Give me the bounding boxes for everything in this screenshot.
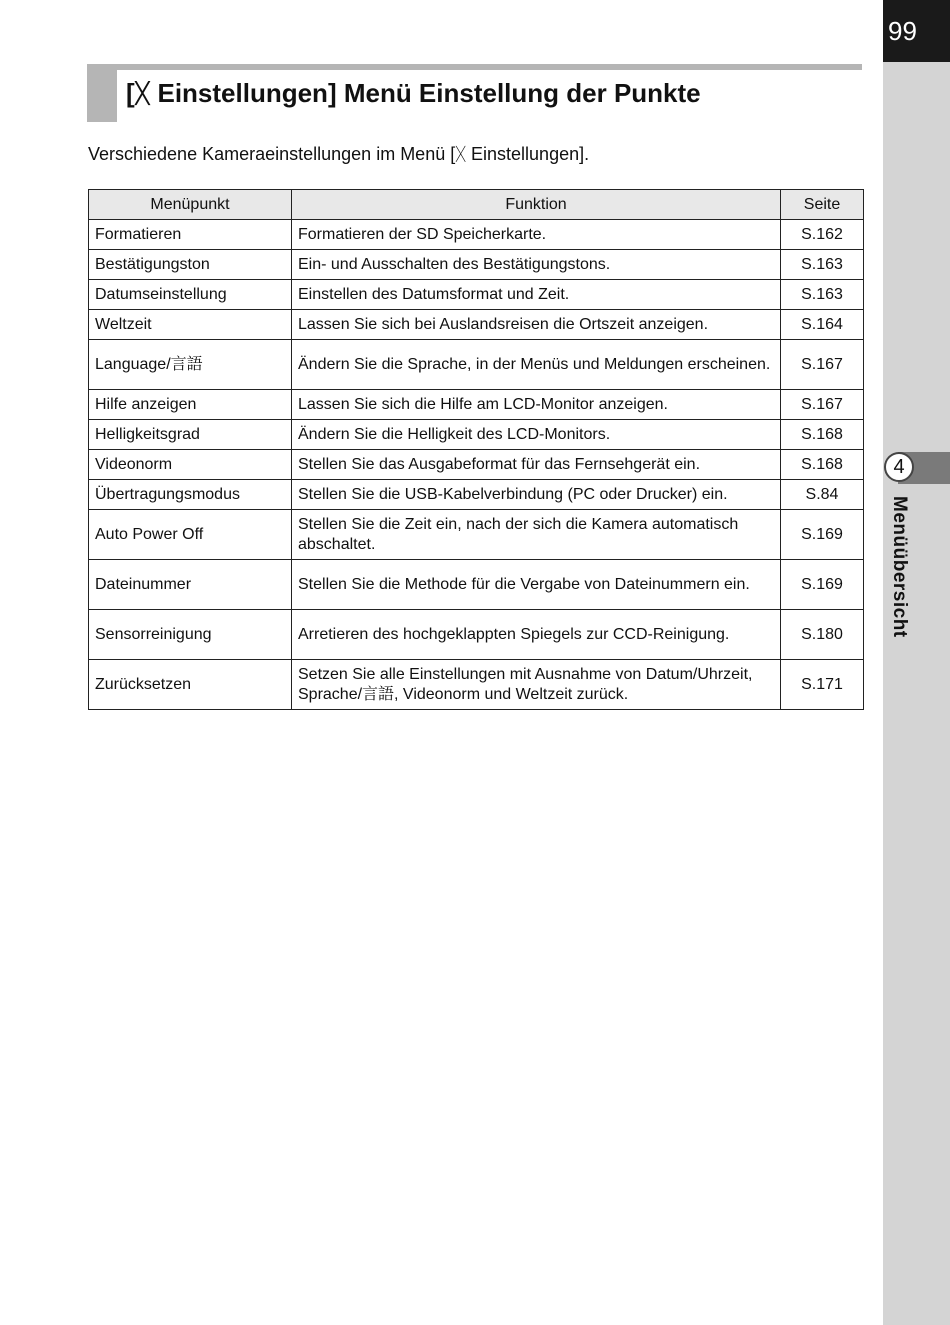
function-cell: Stellen Sie die USB-Kabelverbindung (PC oder Drucker) ein. [292, 480, 781, 510]
menu-item-cell: Übertragungsmodus [89, 480, 292, 510]
intro-text: Verschiedene Kameraeinstellungen im Menü [ᚷ Einstellungen]. [88, 144, 590, 164]
function-cell: Ändern Sie die Sprache, in der Menüs und Meldungen erscheinen. [292, 340, 781, 390]
table-row [89, 220, 864, 250]
function-cell: Formatieren der SD Speicherkarte. [292, 220, 781, 250]
page-title: [ᚷ Einstellungen] Menü Einstellung der Punkte [126, 78, 701, 108]
menu-item-cell: Language/言語 [89, 340, 292, 390]
table-row [89, 340, 864, 390]
page-ref-cell: S.169 [781, 510, 864, 560]
page-ref-cell: S.167 [781, 390, 864, 420]
side-tab-strip [883, 0, 950, 1325]
function-cell: Ändern Sie die Helligkeit des LCD-Monitors. [292, 420, 781, 450]
table-row [89, 480, 864, 510]
function-cell: Lassen Sie sich bei Auslandsreisen die Ortszeit anzeigen. [292, 310, 781, 340]
table-row [89, 420, 864, 450]
table-row [89, 450, 864, 480]
page-ref-cell: S.164 [781, 310, 864, 340]
table-header-row [89, 190, 864, 220]
menu-item-cell: Helligkeitsgrad [89, 420, 292, 450]
function-cell: Stellen Sie die Methode für die Vergabe von Dateinummern ein. [292, 560, 781, 610]
menu-item-cell: Zurücksetzen [89, 660, 292, 710]
table-row [89, 560, 864, 610]
page-ref-cell: S.84 [781, 480, 864, 510]
function-cell: Stellen Sie das Ausgabeformat für das Fernsehgerät ein. [292, 450, 781, 480]
menu-item-cell: Dateinummer [89, 560, 292, 610]
chapter-label: Menüübersicht [889, 496, 910, 638]
column-header-function: Funktion [292, 190, 781, 220]
menu-item-cell: Formatieren [89, 220, 292, 250]
table-row [89, 310, 864, 340]
column-header-page: Seite [781, 190, 864, 220]
page-ref-cell: S.180 [781, 610, 864, 660]
page-number: 99 [883, 0, 950, 62]
menu-item-cell: Auto Power Off [89, 510, 292, 560]
function-cell: Ein- und Ausschalten des Bestätigungstons. [292, 250, 781, 280]
menu-item-cell: Weltzeit [89, 310, 292, 340]
menu-item-cell: Bestätigungston [89, 250, 292, 280]
table-row [89, 250, 864, 280]
table-row [89, 660, 864, 710]
table-row [89, 390, 864, 420]
menu-item-cell: Datumseinstellung [89, 280, 292, 310]
function-cell: Arretieren des hochgeklappten Spiegels zur CCD-Reinigung. [292, 610, 781, 660]
heading-marker [87, 64, 117, 122]
menu-item-cell: Hilfe anzeigen [89, 390, 292, 420]
menu-item-cell: Videonorm [89, 450, 292, 480]
page-ref-cell: S.163 [781, 280, 864, 310]
table-row [89, 610, 864, 660]
settings-table [88, 189, 864, 710]
table-row [89, 280, 864, 310]
function-cell: Einstellen des Datumsformat und Zeit. [292, 280, 781, 310]
page-ref-cell: S.162 [781, 220, 864, 250]
table-row [89, 510, 864, 560]
menu-item-cell: Sensorreinigung [89, 610, 292, 660]
heading-rule [87, 64, 862, 70]
page-ref-cell: S.168 [781, 420, 864, 450]
function-cell: Setzen Sie alle Einstellungen mit Ausnahme von Datum/Uhrzeit, Sprache/言語, Videonorm und Weltzeit zurück. [292, 660, 781, 710]
function-cell: Lassen Sie sich die Hilfe am LCD-Monitor anzeigen. [292, 390, 781, 420]
chapter-number: 4 [884, 452, 914, 482]
page-ref-cell: S.163 [781, 250, 864, 280]
page-ref-cell: S.168 [781, 450, 864, 480]
page-ref-cell: S.171 [781, 660, 864, 710]
page-ref-cell: S.167 [781, 340, 864, 390]
column-header-item: Menüpunkt [89, 190, 292, 220]
function-cell: Stellen Sie die Zeit ein, nach der sich die Kamera automatisch abschaltet. [292, 510, 781, 560]
page-ref-cell: S.169 [781, 560, 864, 610]
